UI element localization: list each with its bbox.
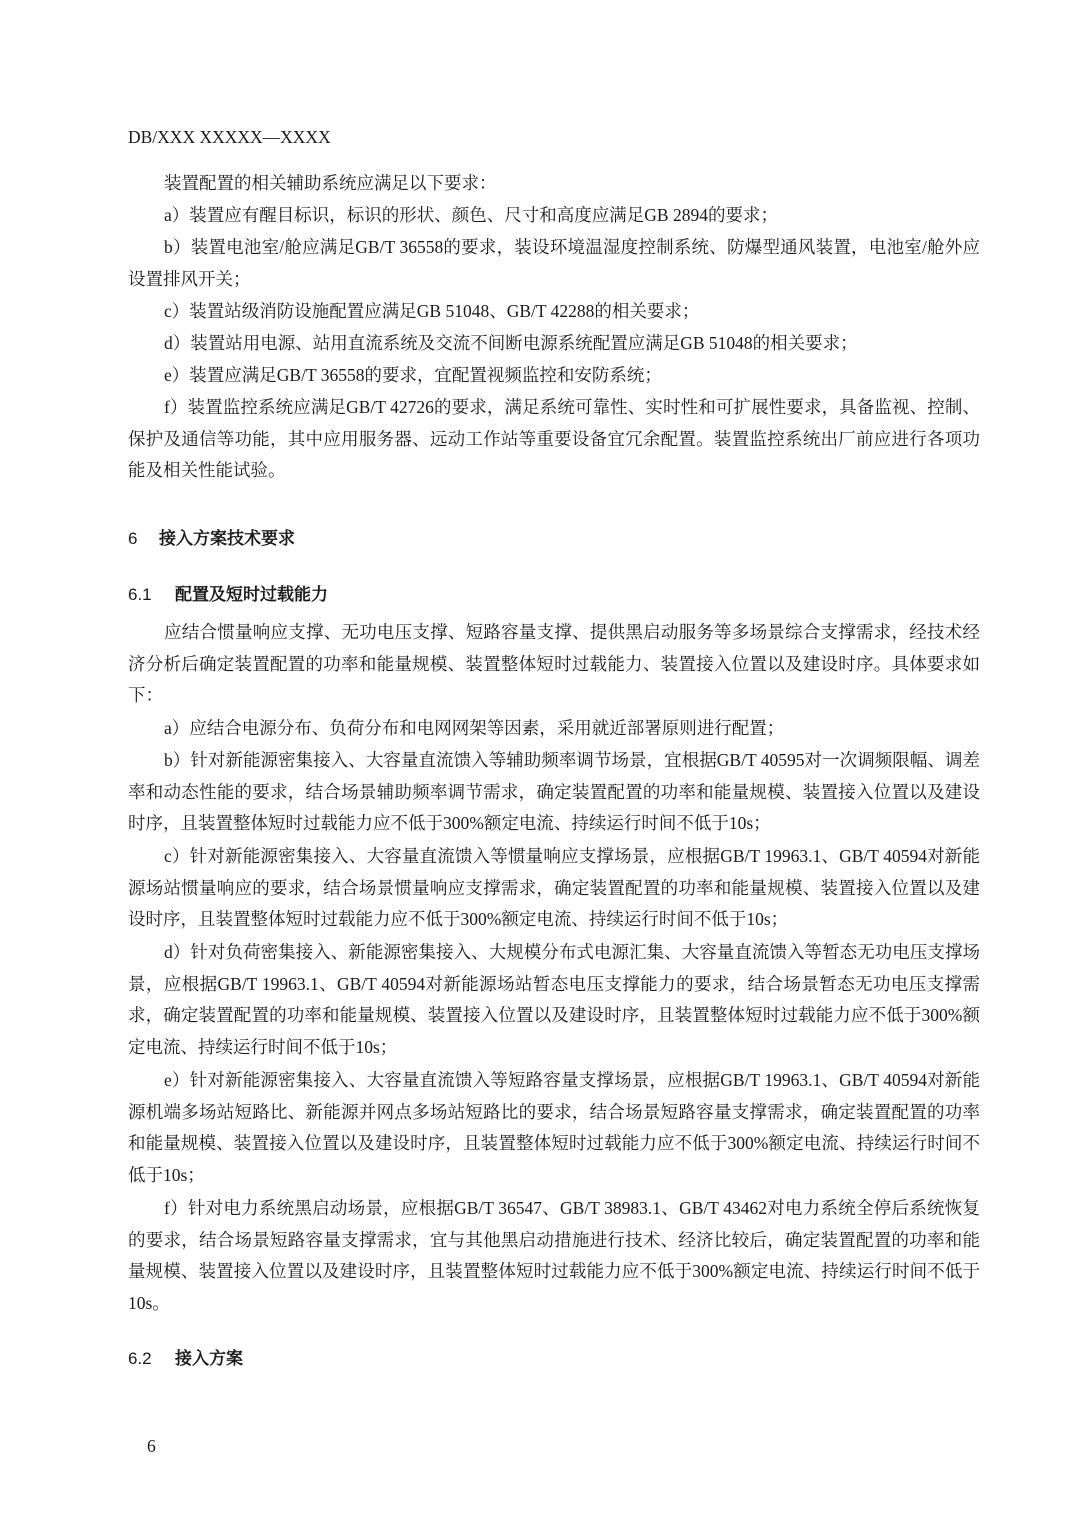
section5-item-d: d）装置站用电源、站用直流系统及交流不间断电源系统配置应满足GB 51048的相关要求； [164,333,858,353]
section-6-1-item-f: f）针对电力系统黑启动场景，应根据GB/T 36547、GB/T 38983.1、GB/T 43462对电力系统全停后系统恢复的要求，结合场景短路容量支撑需求，宜与其他黑启动措施进行技术、经济比较后，确定装置配置的功率和能量规模、装置接入位置以及建设时序，且装置整体短时过载能力应不低于300%额定电流、持续运行时间不低于10s。 [128,1198,980,1313]
section-6-1-item-a: a）应结合电源分布、负荷分布和电网网架等因素，采用就近部署原则进行配置； [164,718,785,738]
section5-item-a: a）装置应有醒目标识，标识的形状、颜色、尺寸和高度应满足GB 2894的要求； [164,205,778,225]
section-6-1-item-e: e）针对新能源密集接入、大容量直流馈入等短路容量支撑场景，应根据GB/T 19963.1、GB/T 40594对新能源机端多场站短路比、新能源并网点多场站短路比的要求，结合场景短路容量支撑需求，确定装置配置的功率和能量规模、装置接入位置以及建设时序，且装置整体短时过载能力应不低于300%额定电流、持续运行时间不低于10s； [128,1070,980,1185]
section5-item-f: f）装置监控系统应满足GB/T 42726的要求，满足系统可靠性、实时性和可扩展性要求，具备监视、控制、保护及通信等功能，其中应用服务器、远动工作站等重要设备宜冗余配置。装置监控系统出厂前应进行各项功能及相关性能试验。 [128,397,980,480]
section-6-1-intro: 应结合惯量响应支撑、无功电压支撑、短路容量支撑、提供黑启动服务等多场景综合支撑需求，经技术经济分析后确定装置配置的功率和能量规模、装置整体短时过载能力、装置接入位置以及建设时序。具体要求如下： [128,622,980,705]
page-number: 6 [147,1436,156,1456]
section-6-title: 接入方案技术要求 [159,529,295,548]
section5-intro: 装置配置的相关辅助系统应满足以下要求： [164,173,497,193]
section-6-1-heading [128,580,328,605]
section-6-1-item-c: c）针对新能源密集接入、大容量直流馈入等惯量响应支撑场景，应根据GB/T 19963.1、GB/T 40594对新能源场站惯量响应的要求，结合场景惯量响应支撑需求，确定装置配置的功率和能量规模、装置接入位置以及建设时序，且装置整体短时过载能力应不低于300%额定电流、持续运行时间不低于10s； [128,846,980,929]
section-6-number: 6 [128,529,138,548]
section-6-1-item-b: b）针对新能源密集接入、大容量直流馈入等辅助频率调节场景，宜根据GB/T 40595对一次调频限幅、调差率和动态性能的要求，结合场景辅助频率调节需求，确定装置配置的功率和能量规模、装置接入位置以及建设时序，且装置整体短时过载能力应不低于300%额定电流、持续运行时间不低于10s； [128,750,980,833]
section-6-2-title: 接入方案 [175,1349,243,1368]
section5-item-e: e）装置应满足GB/T 36558的要求，宜配置视频监控和安防系统； [164,365,662,385]
section5-item-b: b）装置电池室/舱应满足GB/T 36558的要求，装设环境温湿度控制系统、防爆型通风装置，电池室/舱外应设置排风开关； [128,237,980,289]
section-6-1-item-d: d）针对负荷密集接入、新能源密集接入、大规模分布式电源汇集、大容量直流馈入等暂态无功电压支撑场景，应根据GB/T 19963.1、GB/T 40594对新能源场站暂态电压支撑能力的要求，结合场景暂态无功电压支撑需求，确定装置配置的功率和能量规模、装置接入位置以及建设时序，且装置整体短时过载能力应不低于300%额定电流、持续运行时间不低于10s； [128,942,980,1057]
section5-item-c: c）装置站级消防设施配置应满足GB 51048、GB/T 42288的相关要求； [164,301,700,321]
section-6-heading [128,524,295,549]
document-code-header: DB/XXX XXXXX—XXXX [128,127,331,147]
section-6-2-heading [128,1344,243,1369]
section-6-1-number: 6.1 [128,585,152,604]
section-6-1-title: 配置及短时过载能力 [175,585,328,604]
section-6-2-number: 6.2 [128,1349,152,1368]
